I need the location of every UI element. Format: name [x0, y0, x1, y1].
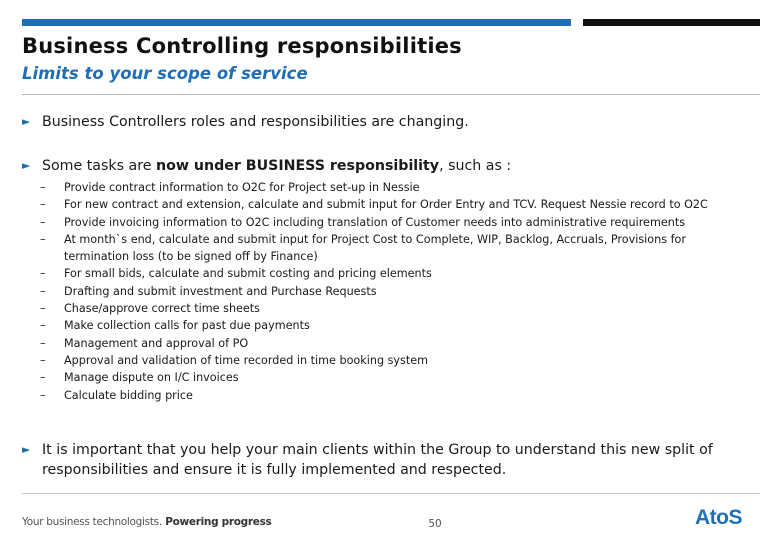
triangle-right-icon: ► — [22, 159, 31, 172]
list-item — [40, 214, 750, 231]
list-item-text: Approval and validation of time recorded in time booking system — [64, 353, 429, 367]
footer-divider — [22, 493, 760, 494]
bullet-business-responsibility — [22, 156, 511, 176]
dash-icon: – — [40, 232, 46, 246]
dash-icon: – — [40, 215, 46, 229]
slide-subtitle: Limits to your scope of service — [22, 64, 308, 83]
dash-icon: – — [40, 388, 46, 402]
list-item-text: Calculate bidding price — [64, 388, 193, 402]
list-item-text: Provide invoicing information to O2C including translation of Customer needs into administrative requirements — [64, 215, 686, 229]
list-item — [40, 317, 750, 334]
tagline-lead: Your business technologists. — [22, 516, 162, 528]
list-item-text: Drafting and submit investment and Purchase Requests — [64, 284, 377, 298]
bullet-text-emphasis: now under BUSINESS responsibility — [155, 158, 440, 174]
bullet-text-lead: Some tasks are — [42, 158, 156, 174]
list-item-text: Management and approval of PO — [64, 336, 249, 350]
list-item-text: For small bids, calculate and submit costing and pricing elements — [64, 267, 432, 281]
tagline-emphasis: Powering progress — [161, 516, 272, 528]
list-item-text: Manage dispute on I/C invoices — [64, 371, 239, 385]
bullet-text — [42, 156, 511, 176]
atos-logo: AtoS — [695, 506, 742, 529]
page-number: 50 — [428, 518, 442, 530]
list-item — [40, 265, 750, 282]
list-item-text: For new contract and extension, calculate and submit input for Order Entry and TCV. Request Nessie record to O2C — [64, 198, 708, 212]
bullet-text-tail: , such as : — [439, 158, 512, 174]
dash-icon: – — [40, 371, 46, 385]
list-item-text: Chase/approve correct time sheets — [64, 302, 261, 316]
list-item — [40, 335, 750, 352]
slide-title: Business Controlling responsibilities — [22, 34, 462, 58]
dash-icon: – — [40, 267, 46, 281]
header-dark-bar — [583, 19, 760, 26]
bullet-text: Business Controllers roles and responsibilities are changing. — [42, 114, 469, 130]
dash-icon: – — [40, 302, 46, 316]
dash-icon: – — [40, 198, 46, 212]
list-item — [40, 352, 750, 369]
list-item — [40, 231, 750, 266]
list-item — [40, 387, 750, 404]
dash-icon: – — [40, 284, 46, 298]
list-item — [40, 196, 750, 213]
list-item-text: Provide contract information to O2C for Project set-up in Nessie — [64, 181, 420, 194]
title-divider — [22, 94, 760, 95]
bullet-text: It is important that you help your main clients within the Group to understand this new split of responsibilities and ensure it is fully implemented and respected. — [42, 442, 713, 478]
dash-icon: – — [40, 181, 46, 194]
dash-icon: – — [40, 353, 46, 367]
dash-icon: – — [40, 336, 46, 350]
list-item — [40, 300, 750, 317]
triangle-right-icon: ► — [22, 115, 31, 128]
triangle-right-icon: ► — [22, 443, 31, 456]
list-item — [40, 369, 750, 386]
bullet-roles-changing — [22, 112, 469, 132]
footer-tagline — [22, 516, 272, 528]
task-list — [40, 179, 750, 404]
bullet-help-clients — [22, 440, 757, 480]
list-item — [40, 179, 750, 196]
list-item-text: At month`s end, calculate and submit input for Project Cost to Complete, WIP, Backlog, Accruals, Provisions for termination loss (to be signed off by Finance) — [64, 232, 686, 264]
list-item-text: Make collection calls for past due payments — [64, 319, 310, 333]
header-accent-bar — [22, 19, 571, 26]
list-item — [40, 283, 750, 300]
dash-icon: – — [40, 319, 46, 333]
